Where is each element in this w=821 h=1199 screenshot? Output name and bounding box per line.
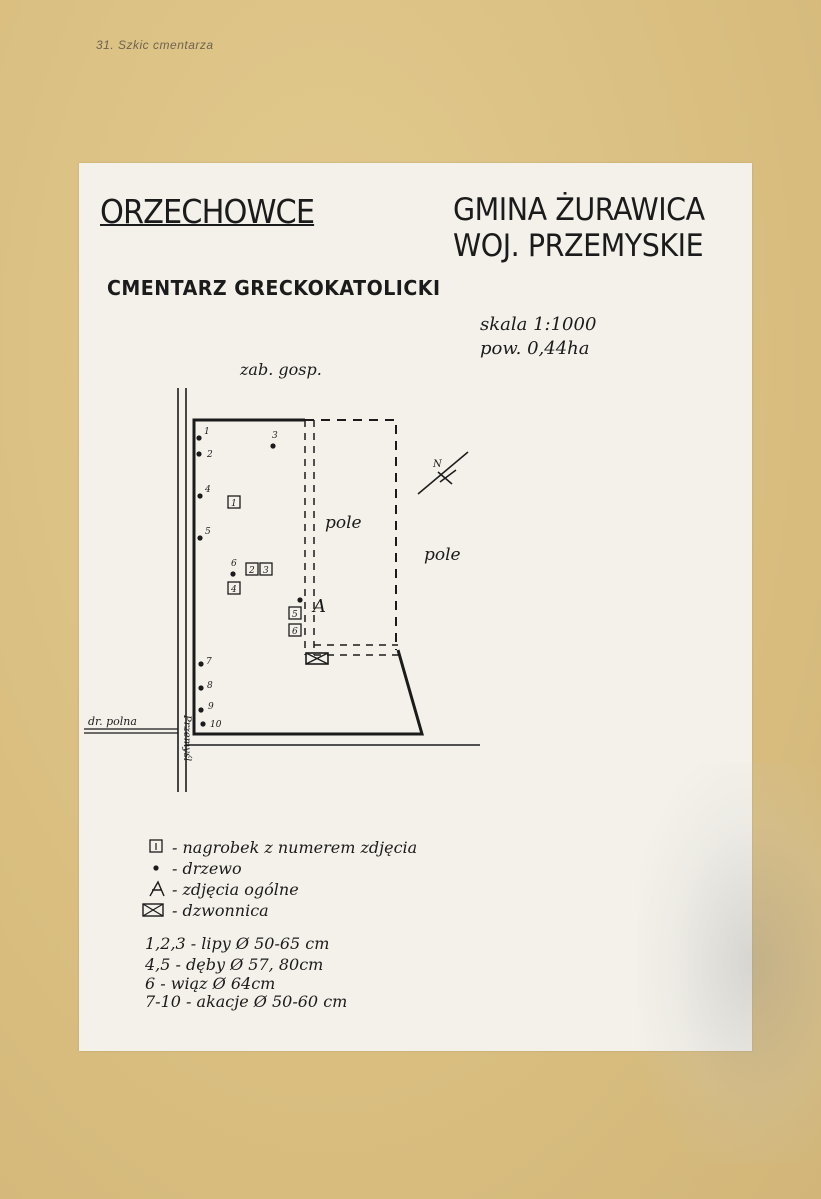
province-name: WOJ. PRZEMYSKIE: [453, 228, 704, 264]
tree-number: 8: [207, 681, 213, 691]
tree-markers: [196, 427, 302, 730]
tree-number: 3: [272, 431, 278, 441]
tree-dot: [197, 535, 202, 540]
tree-dot: [198, 661, 203, 666]
tree-number: 10: [210, 720, 222, 730]
cemetery-title: CMENTARZ GRECKOKATOLICKI: [107, 276, 441, 300]
tree-number: 1: [204, 427, 210, 437]
tree-number: 9: [208, 702, 214, 712]
north-arrow-icon: [418, 452, 468, 494]
tree-dot: [198, 685, 203, 690]
tree-number: 2: [207, 450, 213, 460]
general-photo-marker: A: [313, 596, 326, 617]
commune-name: GMINA ŻURAWICA: [453, 192, 705, 228]
grave-number: 2: [249, 566, 255, 576]
legend-photo: - zdjęcia ogólne: [172, 880, 299, 899]
photo-legend-icon: [150, 882, 164, 896]
tree-number: 7: [206, 657, 212, 667]
legend-symbols: [143, 840, 164, 916]
legend-tree: - drzewo: [172, 859, 242, 878]
field-outer-label: pole: [424, 545, 461, 565]
tree-dot: [270, 443, 275, 448]
species-oak: 4,5 - dęby Ø 57, 80cm: [145, 955, 324, 974]
tree-number: 4: [205, 485, 211, 495]
grave-photo-markers: [228, 496, 301, 637]
area-text: pow. 0,44ha: [480, 338, 590, 359]
tree-dot: [196, 435, 201, 440]
road-vertical-label: Przemyśl: [181, 715, 192, 762]
legend-grave: - nagrobek z numerem zdjęcia: [172, 838, 418, 857]
place-name: ORZECHOWCE: [100, 192, 315, 231]
tree-dot: [297, 597, 302, 602]
grave-number: 5: [292, 610, 298, 620]
top-neighbor-label: zab. gosp.: [240, 360, 322, 379]
tree-dot: [200, 721, 205, 726]
tree-dot: [197, 493, 202, 498]
grave-number: 1: [231, 499, 237, 509]
tree-dot: [230, 571, 235, 576]
belfry-legend-icon: [143, 904, 163, 916]
north-label: N: [433, 459, 442, 470]
tree-dot: [198, 707, 203, 712]
grave-number: 4: [231, 585, 237, 595]
species-lime: 1,2,3 - lipy Ø 50-65 cm: [145, 934, 330, 953]
tree-number: 5: [205, 527, 211, 537]
tree-legend-icon: [153, 865, 158, 870]
page-caption: 31. Szkic cmentarza: [96, 38, 214, 52]
tree-dot: [196, 451, 201, 456]
species-acacia: 7-10 - akacje Ø 50-60 cm: [145, 992, 348, 1011]
species-elm: 6 - wiąz Ø 64cm: [145, 974, 276, 993]
field-road-label: dr. polna: [88, 715, 137, 728]
tree-number: 6: [231, 559, 237, 569]
scale-text: skala 1:1000: [480, 314, 597, 335]
legend-belfry: - dzwonnica: [172, 901, 269, 920]
grave-number: 6: [292, 627, 298, 637]
field-inner-label: pole: [325, 513, 362, 533]
grave-number: 3: [263, 566, 269, 576]
cemetery-boundary: [194, 420, 422, 734]
